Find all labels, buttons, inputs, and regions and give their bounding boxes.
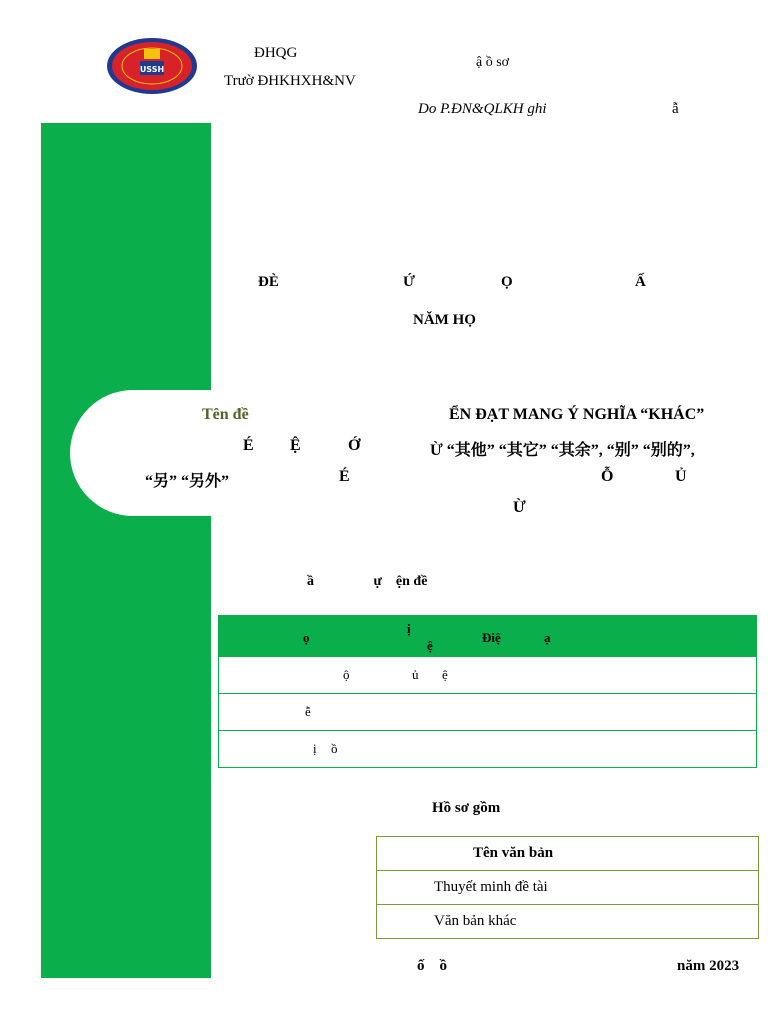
side-green-tab-cutout <box>70 390 211 516</box>
row3-char-1: ị <box>313 741 317 756</box>
note-tail: ẫ <box>672 101 679 117</box>
topic-line2a: É <box>243 437 254 454</box>
members-table <box>218 615 757 768</box>
topic-line1: ỂN ĐẠT MANG Ý NGHĨA “KHÁC” <box>449 406 705 423</box>
documents-table-header <box>377 837 759 871</box>
topic-label: Tên đề <box>202 406 249 423</box>
note-italic: Do P.ĐN&QLKH ghi <box>418 101 547 117</box>
members-header-cell <box>219 616 757 657</box>
document-item: Văn bản khác <box>377 905 759 939</box>
footer-year: năm 2023 <box>677 958 740 974</box>
logo-text: USSH <box>139 65 165 74</box>
row2-char-1: ễ <box>305 704 311 719</box>
side-green-bar <box>41 123 211 978</box>
topic-line3b: É <box>339 468 350 485</box>
document-item: Thuyết minh đề tài <box>377 871 759 905</box>
documents-table <box>376 836 759 939</box>
header-char-2: ị <box>407 621 411 636</box>
table-row <box>219 694 757 731</box>
university-logo <box>106 37 198 95</box>
header-char-5: ạ <box>544 630 551 645</box>
header-char-1: ọ <box>303 630 310 645</box>
row1-char-1: ộ <box>343 667 350 682</box>
documents-heading: Hồ sơ gồm <box>432 800 501 816</box>
topic-line3d: Ủ <box>675 468 687 485</box>
header-char-3: ệ <box>427 638 433 653</box>
table-row <box>219 657 757 694</box>
org-line2: Trườ ĐHKHXH&NV <box>224 73 356 89</box>
topic-line4: Ừ <box>513 499 526 516</box>
title-part-4: Ấ <box>635 274 646 290</box>
topic-line2b: Ệ <box>290 437 301 454</box>
topic-line3c: Ỗ <box>601 468 614 485</box>
title-part-1: ĐÈ <box>258 274 279 290</box>
topic-line3a: “另” “另外” <box>145 473 230 490</box>
table-row <box>219 731 757 768</box>
row1-char-2: ủ <box>412 667 419 682</box>
header-char-4: Điệ <box>482 630 501 645</box>
title-part-3: Ọ <box>501 274 513 290</box>
row3-char-2: ồ <box>331 741 338 756</box>
footer-left: ố ồ <box>417 958 447 974</box>
record-label: ậ ồ sơ <box>476 55 510 70</box>
topic-line2d: Ừ “其他” “其它” “其余”, “别” “别的”, <box>430 442 695 459</box>
org-line1: ĐHQG <box>254 45 298 61</box>
table-row <box>377 905 759 939</box>
title-part-2: Ứ <box>403 274 415 290</box>
title-line2: NĂM HỌ <box>413 312 476 328</box>
topic-line2c: Ớ <box>348 437 361 454</box>
members-heading: ầ ự ện đề <box>307 574 428 589</box>
row1-char-3: ệ <box>442 667 448 682</box>
documents-col-header: Tên văn bản <box>377 837 759 871</box>
members-table-header <box>219 616 757 657</box>
table-row <box>377 871 759 905</box>
